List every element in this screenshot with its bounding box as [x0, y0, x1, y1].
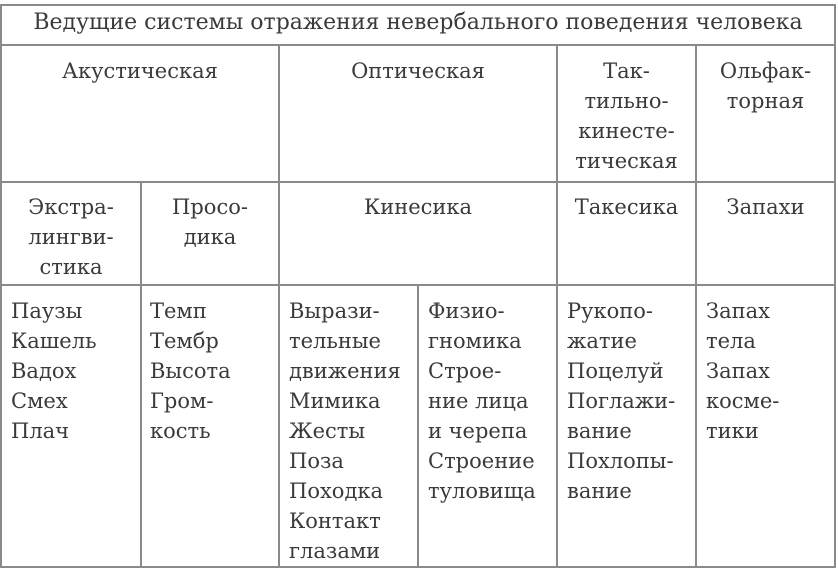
system-header-tactile-line: тическая [575, 149, 678, 173]
subsystem-header-takesics [558, 192, 695, 222]
list-item: Гром- [150, 389, 214, 413]
list-item: Тембр [150, 329, 219, 353]
list-item: Смех [11, 389, 68, 413]
items-kinesics-physiognomy [428, 296, 556, 506]
system-header-optical: Оптическая [351, 59, 485, 83]
system-header-olfactory-line: Ольфак- [719, 59, 812, 83]
system-header-tactile [558, 56, 695, 176]
title-bottom-border [0, 44, 836, 46]
list-item: Запах [706, 359, 770, 383]
table-right-border [834, 4, 836, 568]
subsystem-header-smells [697, 192, 834, 222]
list-item: тела [706, 329, 756, 353]
list-item: глазами [289, 539, 381, 563]
list-item: Плач [11, 419, 70, 443]
list-item: Рукопо- [567, 299, 653, 323]
list-item: Похлопы- [567, 449, 674, 473]
list-item: тельные [289, 329, 381, 353]
subsystem-header-line: стика [39, 255, 103, 279]
table-title: Ведущие системы отражения невербального поведения человека [33, 10, 803, 35]
list-item: туловища [428, 479, 536, 503]
system-header-tactile-line: кинесте- [578, 119, 675, 143]
subsystem-header-line: Экстра- [28, 195, 114, 219]
list-item: Поцелуй [567, 359, 664, 383]
list-item: Высота [150, 359, 231, 383]
list-item: Мимика [289, 389, 381, 413]
list-item: вание [567, 419, 632, 443]
subsystem-header-line: Такесика [574, 195, 679, 219]
list-item: Поза [289, 449, 344, 473]
items-smells [706, 296, 834, 446]
system-header-tactile-line: Так- [603, 59, 650, 83]
list-item: гномика [428, 329, 522, 353]
list-item: вание [567, 479, 632, 503]
table-left-border [0, 4, 2, 568]
items-takesics [567, 296, 695, 506]
list-item: Походка [289, 479, 384, 503]
subsystem-header-line: Запахи [726, 195, 805, 219]
subsystem-header-line: Просо- [172, 195, 248, 219]
list-item: тики [706, 419, 759, 443]
list-item: Поглажи- [567, 389, 676, 413]
system-header-olfactory-line: торная [726, 89, 805, 113]
list-item: косме- [706, 389, 780, 413]
subsystem-header-kinesics [280, 192, 556, 222]
systems-bottom-border [0, 181, 836, 183]
subsystem-header-prosody [142, 192, 278, 252]
subsystem-header-line: дика [183, 225, 237, 249]
system-header-tactile-line: тильно- [584, 89, 669, 113]
list-item: жатие [567, 329, 637, 353]
items-kinesics-movements [289, 296, 417, 566]
subsystem-header-extralinguistics [2, 192, 140, 282]
list-item: Темп [150, 299, 207, 323]
list-item: Кашель [11, 329, 97, 353]
list-item: Строе- [428, 359, 502, 383]
list-item: Строение [428, 449, 535, 473]
subsystem-header-line: лингви- [28, 225, 114, 249]
system-header-olfactory [697, 56, 834, 116]
list-item: Контакт [289, 509, 381, 533]
items-prosody [150, 296, 277, 446]
items-extralinguistics [11, 296, 139, 446]
list-item: Вадох [11, 359, 77, 383]
system-header-acoustic: Акустическая [62, 59, 218, 83]
divider-acoustic-optical [278, 44, 280, 568]
list-item: Паузы [11, 299, 83, 323]
list-item: кость [150, 419, 211, 443]
list-item: Жесты [289, 419, 366, 443]
subsystem-header-line: Кинесика [363, 195, 473, 219]
divider-kinesics-columns [417, 284, 419, 568]
table-top-border [0, 4, 836, 6]
list-item: Вырази- [289, 299, 380, 323]
list-item: и черепа [428, 419, 528, 443]
list-item: ние лица [428, 389, 529, 413]
divider-tactile-olfactory [695, 44, 697, 568]
list-item: движения [289, 359, 401, 383]
list-item: Запах [706, 299, 770, 323]
list-item: Физио- [428, 299, 505, 323]
